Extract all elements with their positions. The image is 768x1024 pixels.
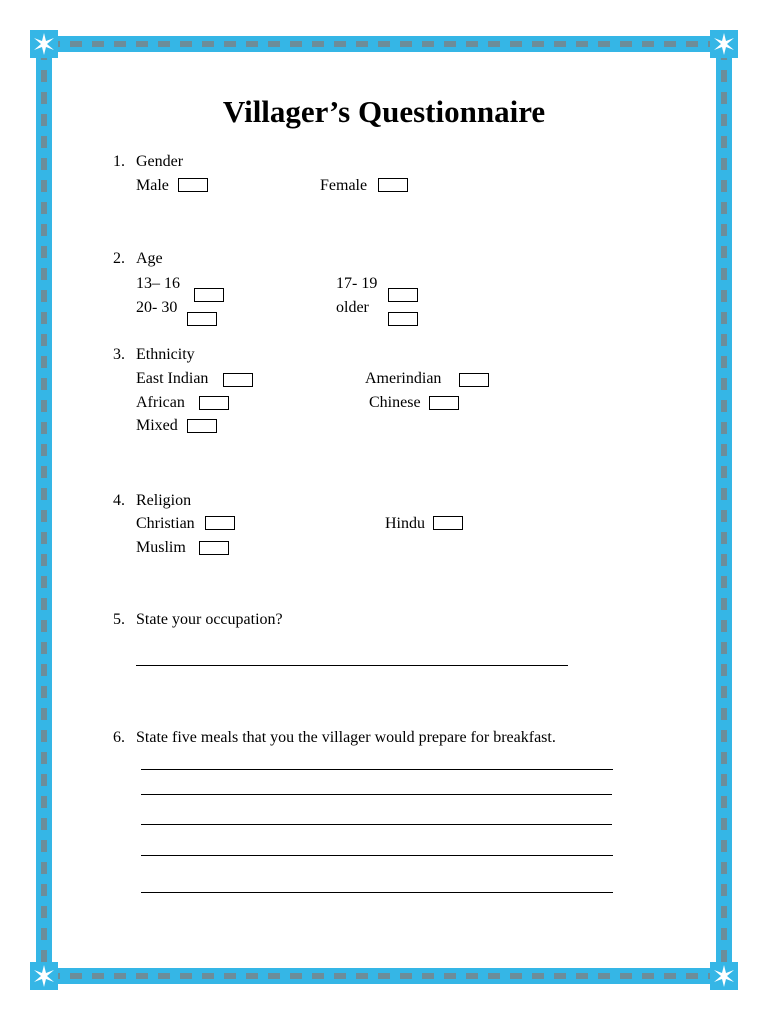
checkbox-mixed[interactable] — [187, 419, 217, 433]
border-right — [716, 42, 732, 978]
option-label-age-17-19: 17- 19 — [336, 275, 378, 292]
checkbox-east-indian[interactable] — [223, 373, 253, 387]
border-left — [36, 42, 52, 978]
checkbox-age-20-30[interactable] — [187, 312, 217, 326]
checkbox-female[interactable] — [378, 178, 408, 192]
corner-ornament-icon — [710, 962, 738, 990]
checkbox-muslim[interactable] — [199, 541, 229, 555]
option-label-female: Female — [320, 177, 368, 194]
corner-ornament-icon — [30, 962, 58, 990]
question-label-age: Age — [136, 250, 163, 267]
checkbox-african[interactable] — [199, 396, 229, 410]
checkbox-male[interactable] — [178, 178, 208, 192]
question-label-occupation: State your occupation? — [136, 611, 283, 628]
question-number: 4. — [113, 492, 125, 509]
breakfast-answer-line[interactable] — [141, 794, 612, 795]
checkbox-age-13-16[interactable] — [194, 288, 224, 302]
question-label-breakfast: State five meals that you the villager would prepare for breakfast. — [136, 729, 556, 746]
corner-ornament-icon — [710, 30, 738, 58]
breakfast-answer-line[interactable] — [141, 824, 612, 825]
breakfast-answer-line[interactable] — [141, 769, 613, 770]
checkbox-age-older[interactable] — [388, 312, 418, 326]
border-bottom — [42, 968, 726, 984]
option-label-chinese: Chinese — [369, 394, 421, 411]
question-number: 6. — [113, 729, 125, 746]
option-label-hindu: Hindu — [385, 515, 425, 532]
option-label-amerindian: Amerindian — [365, 370, 442, 387]
option-label-age-20-30: 20- 30 — [136, 299, 178, 316]
checkbox-age-17-19[interactable] — [388, 288, 418, 302]
breakfast-answer-line[interactable] — [141, 892, 613, 893]
option-label-east-indian: East Indian — [136, 370, 209, 387]
checkbox-chinese[interactable] — [429, 396, 459, 410]
option-label-male: Male — [136, 177, 169, 194]
question-label-gender: Gender — [136, 153, 184, 170]
question-number: 5. — [113, 611, 125, 628]
checkbox-amerindian[interactable] — [459, 373, 489, 387]
question-number: 3. — [113, 346, 125, 363]
option-label-muslim: Muslim — [136, 539, 186, 556]
border-top — [42, 36, 726, 52]
checkbox-christian[interactable] — [205, 516, 235, 530]
option-label-age-13-16: 13– 16 — [136, 275, 180, 292]
corner-ornament-icon — [30, 30, 58, 58]
breakfast-answer-line[interactable] — [141, 855, 613, 856]
checkbox-hindu[interactable] — [433, 516, 463, 530]
question-label-religion: Religion — [136, 492, 192, 509]
option-label-african: African — [136, 394, 185, 411]
question-label-ethnicity: Ethnicity — [136, 346, 195, 363]
option-label-age-older: older — [336, 299, 369, 316]
page-title: Villager’s Questionnaire — [222, 94, 546, 129]
question-number: 2. — [113, 250, 125, 267]
question-number: 1. — [113, 153, 125, 170]
occupation-answer-line[interactable] — [136, 665, 568, 666]
option-label-mixed: Mixed — [136, 417, 178, 434]
option-label-christian: Christian — [136, 515, 195, 532]
